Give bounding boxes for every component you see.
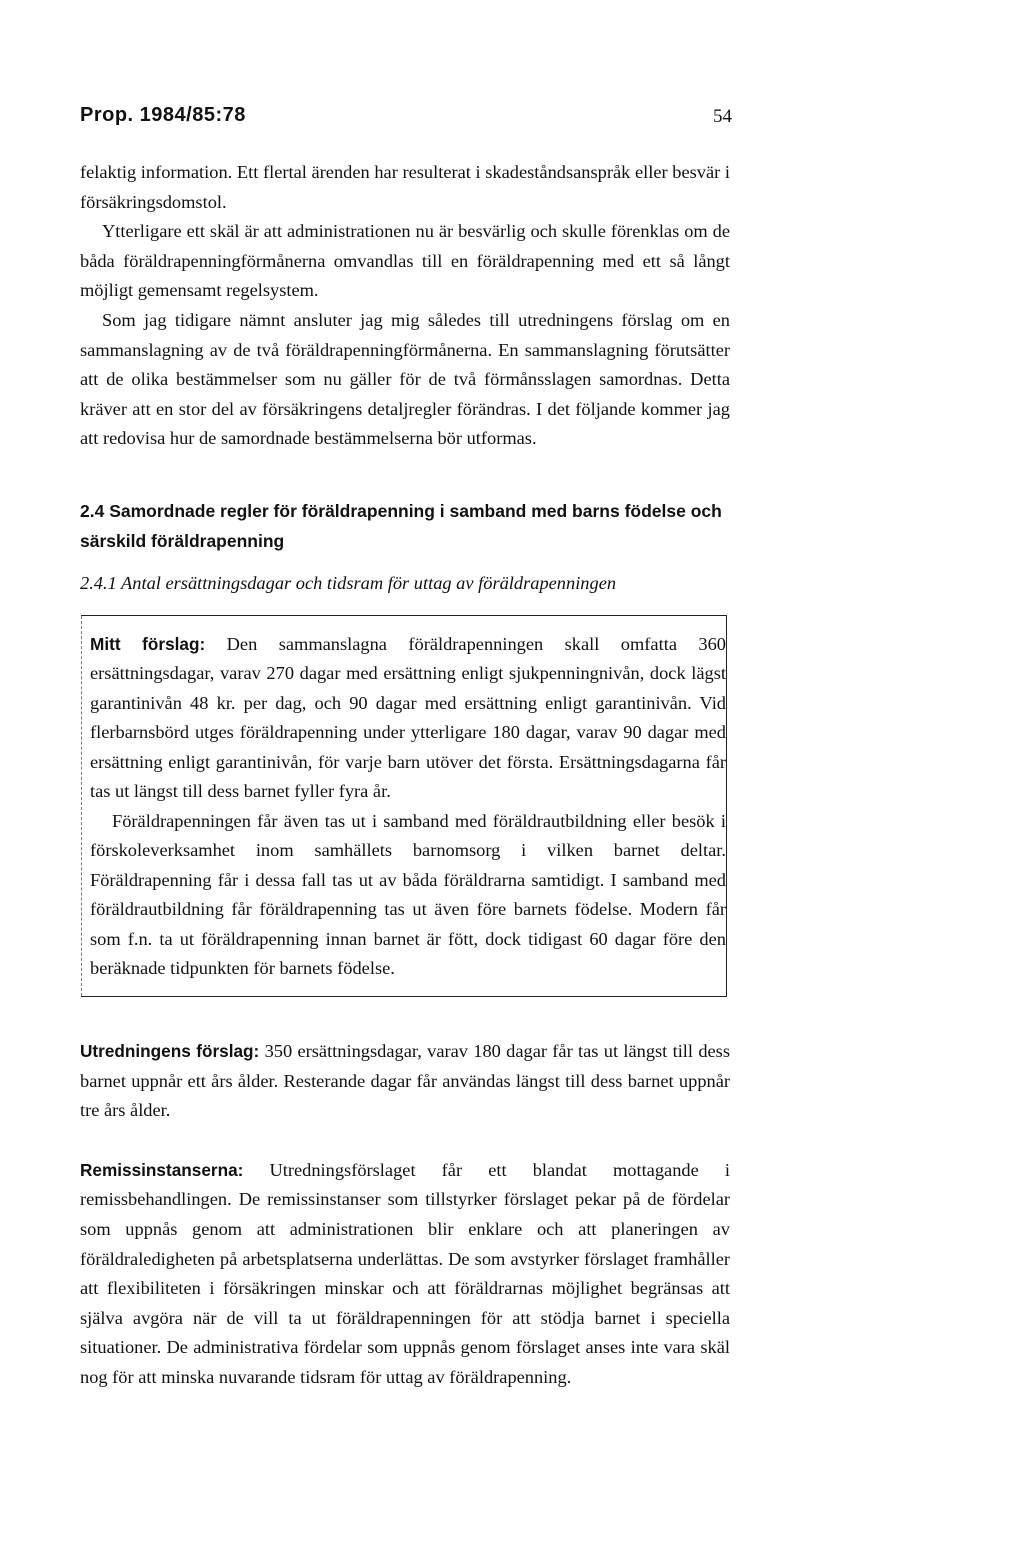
- section-title: 2.4 Samordnade regler för föräldrapenning i samband med barns födelse och särskild föräldrapenning: [80, 500, 722, 551]
- inquiry-text: 350 ersättningsdagar, varav 180 dagar får tas ut längst till dess barnet uppnår ett års ålder. Resterande dagar får användas längst till dess barnet uppnår tre års ålder.: [80, 1040, 730, 1121]
- inquiry-lead: Utredningens förslag:: [80, 1040, 260, 1061]
- proposal-lead: Mitt förslag:: [90, 633, 206, 654]
- inquiry-paragraph: [80, 1037, 730, 1126]
- proposal-paragraph-2: Föräldrapenningen får även tas ut i samband med föräldrautbildning eller besök i förskoleverksamhet inom samhällets barnomsorg i vilken barnet deltar. Föräldrapenning får i dessa fall tas ut av båda föräldrarna samtidigt. I samband med föräldrautbildning får föräldrapenning tas ut även före barnets födelse. Modern får som f.n. ta ut föräldrapenning innan barnet är fött, dock tidigast 60 dagar före den beräknade tidpunkten för barnets födelse.: [90, 810, 726, 979]
- paragraph-continued: felaktig information. Ett flertal ärenden har resulterat i skadeståndsanspråk eller besvär i försäkringsdomstol.: [80, 162, 730, 212]
- proposal-paragraph: [90, 630, 726, 807]
- paragraph: Ytterligare ett skäl är att administrationen nu är besvärlig och skulle förenklas om de båda föräldrapenningförmånerna omvandlas till en föräldrapenning med ett så långt möjligt gemensamt regelsystem.: [80, 221, 730, 301]
- page-number: 54: [713, 106, 732, 127]
- referral-text: Utredningsförslaget får ett blandat mottagande i remissbehandlingen. De remissinstanser som tillstyrker förslaget pekar på de fördelar som uppnås genom att administrationen blir enklare och att planeringen av föräldraledigheten på arbetsplatserna underlättas. De som avstyrker förslaget framhåller att flexibiliteten i försäkringen minskar och att föräldrarnas möjlighet begränsas att själva avgöra när de vill ta ut föräldrapenningen för att stödja barnet i speciella situationer. De administrativa fördelar som uppnås genom förslaget anses inte vara skäl nog för att minska nuvarande tidsram för uttag av föräldrapenning.: [80, 1159, 730, 1387]
- referral-lead: Remissinstanserna:: [80, 1159, 244, 1180]
- document-reference: Prop. 1984/85:78: [80, 104, 246, 126]
- referral-paragraph: [80, 1156, 730, 1393]
- page-header: [80, 104, 732, 134]
- subsection-title: 2.4.1 Antal ersättningsdagar och tidsram för uttag av föräldrapenningen: [80, 572, 617, 593]
- proposal-box: [81, 615, 727, 997]
- document-body: [80, 158, 730, 1392]
- paragraph: Som jag tidigare nämnt ansluter jag mig således till utredningens förslag om en sammanslagning av de två föräldrapenningförmånerna. En sammanslagning förutsätter att de olika bestämmelser som nu gäller för de två förmånsslagen samordnas. Detta kräver att en stor del av försäkringens detaljregler förändras. I det följande kommer jag att redovisa hur de samordnade bestämmelserna bör utformas.: [80, 309, 730, 449]
- proposal-text: Den sammanslagna föräldrapenningen skall omfatta 360 ersättningsdagar, varav 270 dagar med ersättning enligt sjukpenningnivån, dock lägst garantinivån 48 kr. per dag, och 90 dagar med ersättning enligt garantinivån. Vid flerbarnsbörd utges föräldrapenning under ytterligare 180 dagar, varav 90 dagar med ersättning enligt garantinivån, för varje barn utöver det första. Ersättningsdagarna får tas ut längst till dess barnet fyller fyra år.: [90, 633, 726, 802]
